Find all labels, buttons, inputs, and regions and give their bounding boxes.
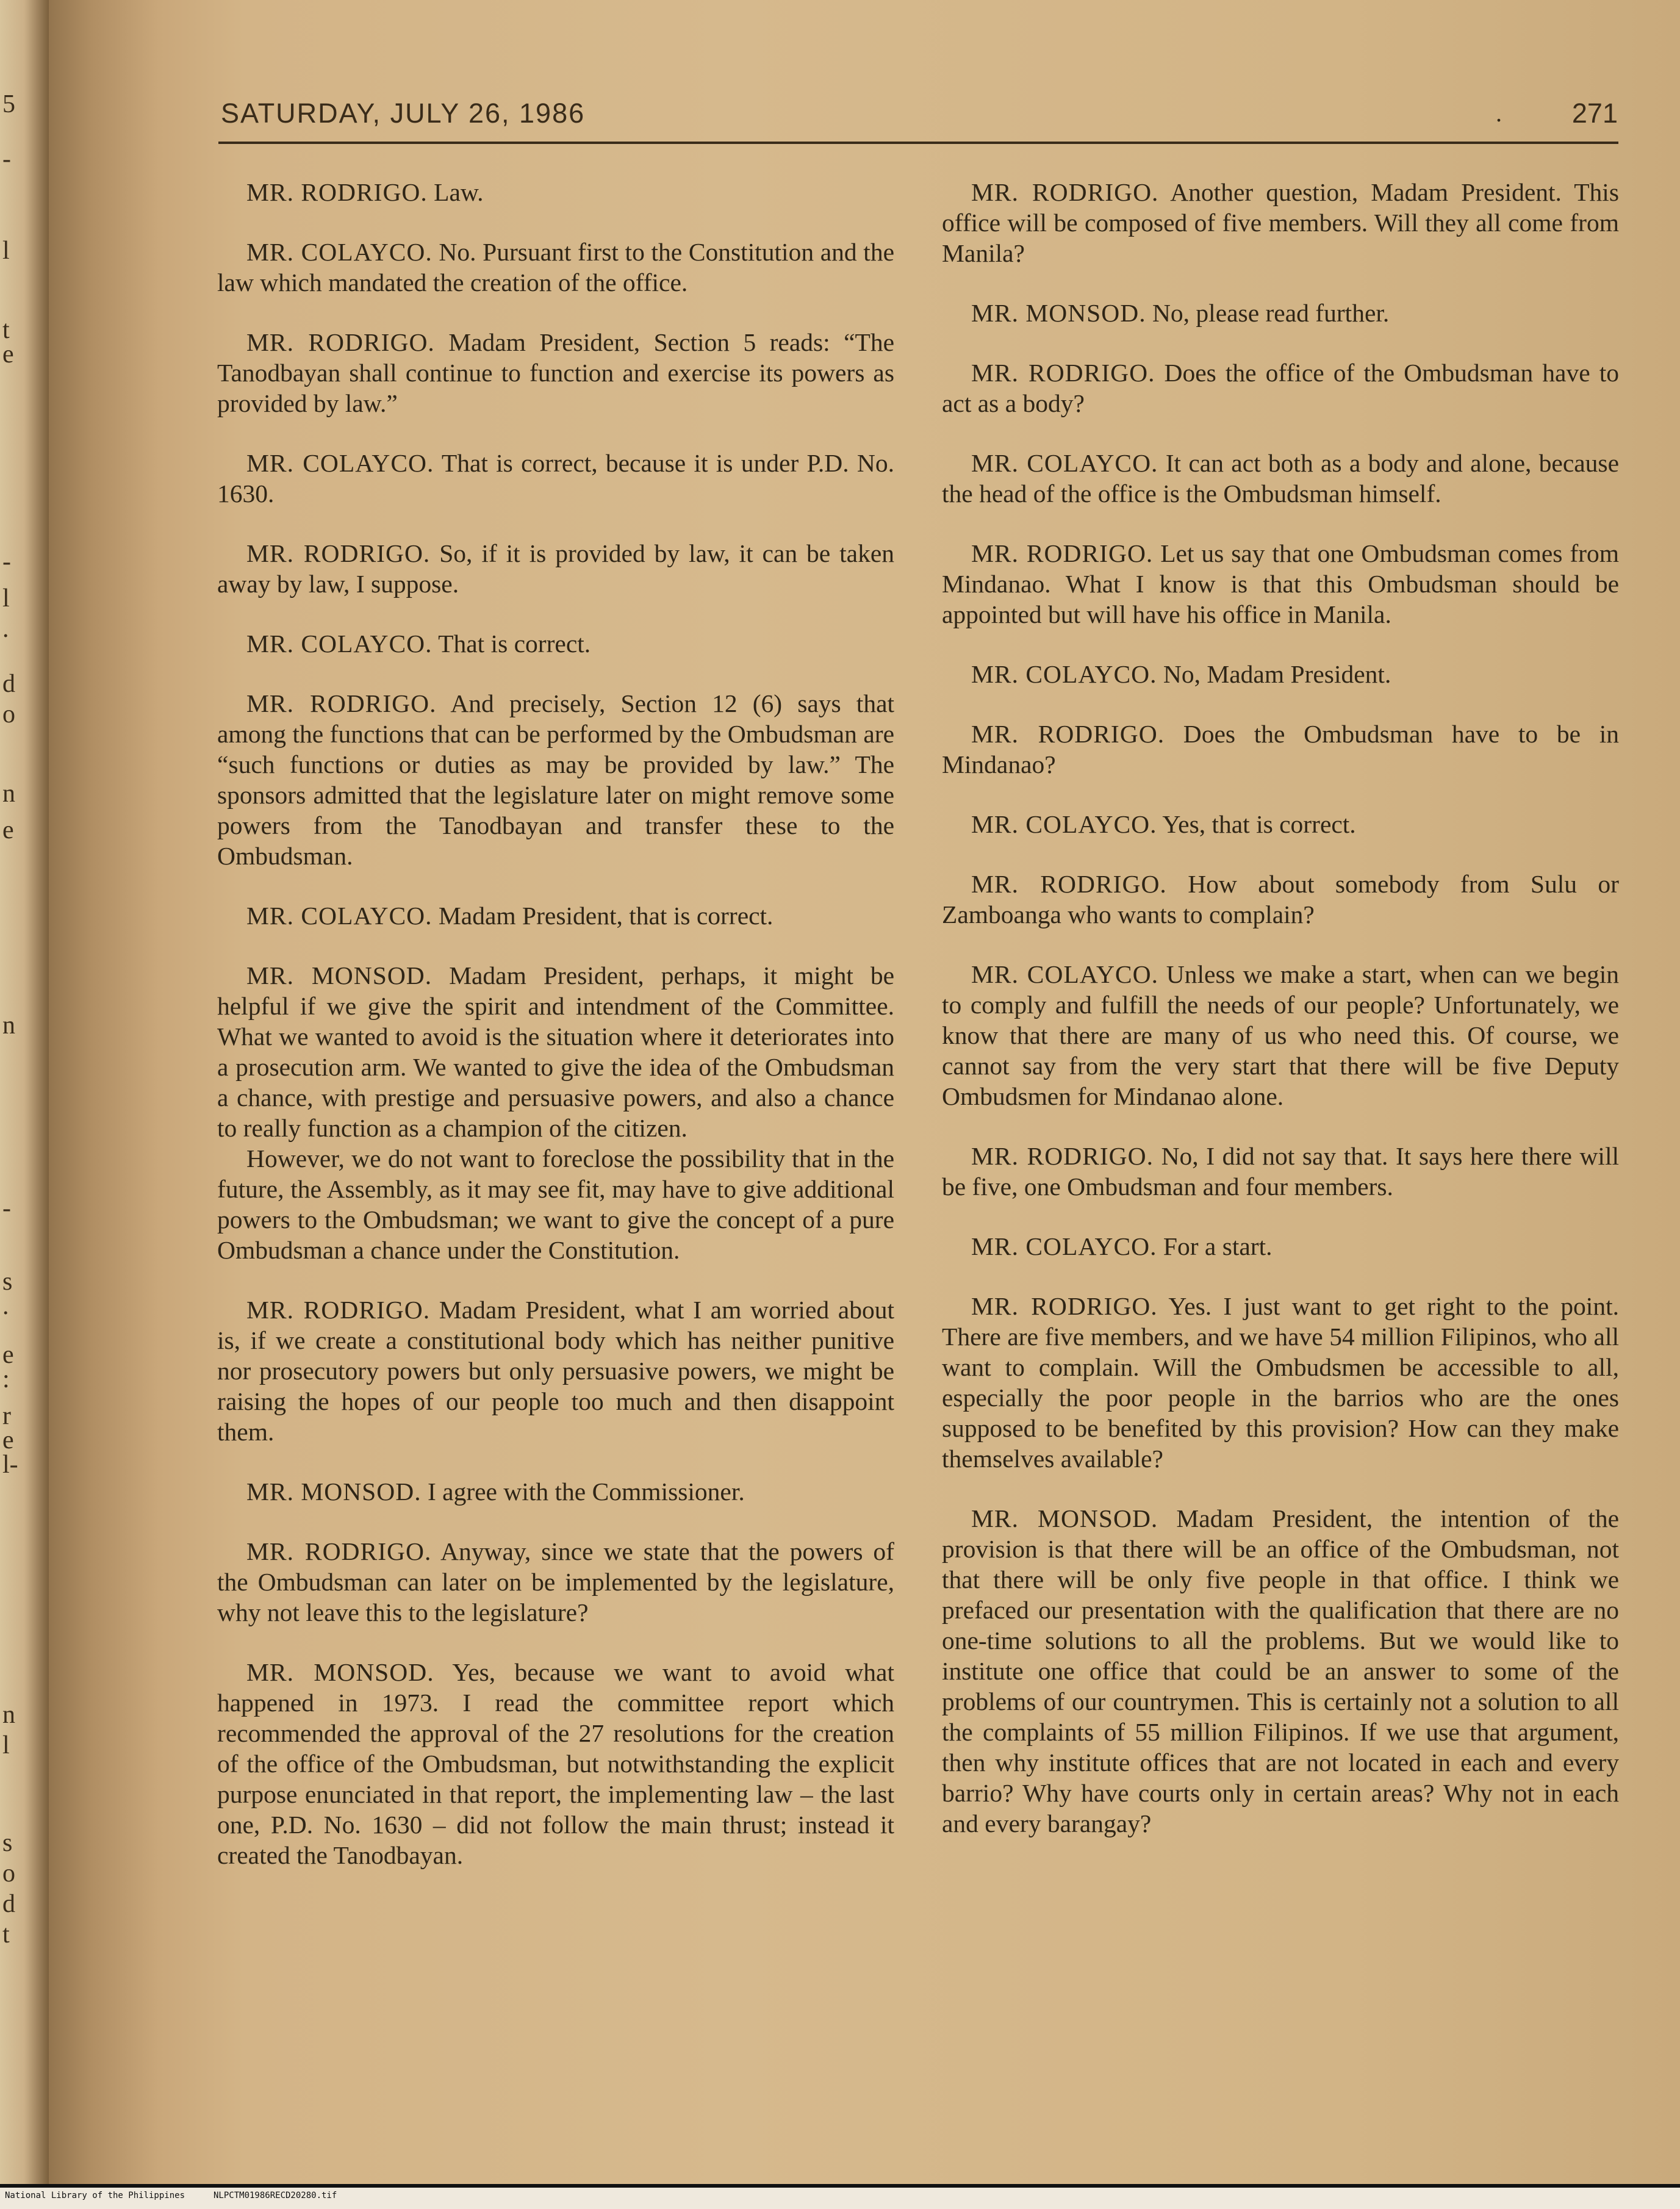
speaker-name: MR. RODRIGO. xyxy=(971,870,1167,898)
speaker-name: MR. RODRIGO. xyxy=(971,1142,1154,1170)
paragraph xyxy=(217,688,894,871)
margin-fragment: : xyxy=(2,1365,10,1393)
paragraph xyxy=(217,327,894,418)
speaker-name: MR. RODRIGO. xyxy=(971,359,1155,387)
margin-fragment: - xyxy=(2,548,11,576)
speech-text: And precisely, Section 12 (6) says that among the functions that can be performed by the Ombudsman are “such functions or duties as may be provided by law.” The sponsors admitted that the legislature later on might remove some powers from the Tanodbayan and transfer these to the Ombudsman. xyxy=(217,689,895,870)
margin-fragment: l- xyxy=(2,1451,18,1479)
paragraph xyxy=(942,177,1619,268)
speech-text: No, please read further. xyxy=(1146,299,1390,327)
speech-text: Unless we make a start, when can we begin to comply and fulfill the needs of our people? Unfortunately, we know that there are many of us who need this. Of course, we cannot say from the very start that there will be five Deputy Ombudsmen for Mindanao alone. xyxy=(942,960,1619,1110)
speech-text: Madam President, Section 5 reads: “The Tanodbayan shall continue to function and exercise its powers as provided by law.” xyxy=(217,328,895,417)
speaker-name: MR. MONSOD. xyxy=(971,299,1146,327)
speaker-name: MR. RODRIGO. xyxy=(246,1537,432,1565)
speech-text: Madam President, perhaps, it might be helpful if we give the spirit and intendment of the Committee. What we wanted to avoid is the situation where it deteriorates into a prosecution arm. We wanted to give the idea of the Ombudsman a chance, with prestige and persuasive powers, and also a chance to really function as a champion of the citizen. xyxy=(217,961,894,1142)
speaker-name: MR. COLAYCO. xyxy=(971,660,1157,688)
speech-text: No, Madam President. xyxy=(1157,660,1391,688)
speaker-name: MR. COLAYCO. xyxy=(971,1232,1157,1260)
margin-fragment: e xyxy=(2,1341,14,1369)
margin-fragment: r xyxy=(2,1402,11,1430)
paragraph xyxy=(942,719,1619,780)
speech-text: Let us say that one Ombudsman comes from Mindanao. What I know is that this Ombudsman should be appointed but will have his office in Manila. xyxy=(942,539,1619,628)
paragraph xyxy=(942,538,1619,630)
speaker-name: MR. RODRIGO. xyxy=(971,1292,1158,1320)
header-dot: . xyxy=(1496,99,1502,127)
speaker-name: MR. COLAYCO. xyxy=(971,810,1157,838)
paragraph xyxy=(942,659,1619,689)
speech-text: It can act both as a body and alone, because the head of the office is the Ombudsman himself. xyxy=(942,449,1619,508)
speech-text: How about somebody from Sulu or Zamboanga who wants to complain? xyxy=(942,870,1620,928)
speaker-name: MR. COLAYCO. xyxy=(246,238,433,266)
speech-text: No, I did not say that. It says here there will be five, one Ombudsman and four members. xyxy=(942,1142,1620,1201)
speaker-name: MR. RODRIGO. xyxy=(246,178,428,206)
paragraph xyxy=(217,237,894,298)
speech-text: That is correct, because it is under P.D. No. 1630. xyxy=(217,449,894,508)
margin-fragment: s xyxy=(2,1268,13,1296)
paragraph xyxy=(217,1657,894,1870)
speech-text: So, if it is provided by law, it can be taken away by law, I suppose. xyxy=(217,539,894,598)
speech-text: For a start. xyxy=(1157,1232,1273,1260)
speaker-name: MR. RODRIGO. xyxy=(971,720,1165,748)
paragraph xyxy=(942,869,1619,930)
speech-text: Madam President, the intention of the provision is that there will be an office of the Ombudsman, not that there will be only five people in that office. I think we prefaced our presentation with the qualification that there are no one-time solutions to all the problems. But we would like to institute one office that could be an answer to some of the problems of our countrymen. This is certainly not a solution to all the complaints of 55 million Filipinos. If we use that argument, then why institute offices that are not located in each and every barrio? Why have courts only in certain areas? Why not in each and every barangay? xyxy=(942,1504,1619,1837)
page-header xyxy=(221,92,1618,146)
left-column xyxy=(217,177,894,1900)
speech-text: Does the office of the Ombudsman have to act as a body? xyxy=(942,359,1619,417)
paragraph xyxy=(942,1141,1619,1202)
paragraph xyxy=(217,1536,894,1628)
speaker-name: MR. COLAYCO. xyxy=(971,449,1158,477)
margin-fragment: o xyxy=(2,1859,15,1888)
paragraph xyxy=(217,177,894,207)
paragraph xyxy=(942,959,1619,1112)
paragraph xyxy=(942,1291,1619,1474)
speech-text: Law. xyxy=(427,178,484,206)
margin-fragment: e xyxy=(2,1426,14,1454)
speaker-name: MR. MONSOD. xyxy=(246,1658,434,1686)
speech-text: Yes. I just want to get right to the point. There are five members, and we have 54 million Filipinos, who all want to complain. Will the Ombudsmen be accessible to all, especially the poor people in the barrios who are the ones supposed to be benefited by this provision? How can they make themselves available? xyxy=(942,1292,1619,1473)
speaker-name: MR. RODRIGO. xyxy=(246,1296,431,1324)
header-rule xyxy=(218,142,1618,144)
margin-fragment: . xyxy=(2,1292,9,1320)
margin-fragment: d xyxy=(2,670,15,698)
margin-fragment: l xyxy=(2,584,10,612)
speech-text: However, we do not want to foreclose the possibility that in the future, the Assembly, as it may see fit, may have to give additional powers to the Ombudsman; we want to give the concept of a pure Ombudsman a chance under the Constitution. xyxy=(217,1144,894,1264)
speaker-name: MR. COLAYCO. xyxy=(246,902,433,930)
paragraph xyxy=(942,1503,1619,1839)
speech-text: I agree with the Commissioner. xyxy=(421,1478,745,1506)
speech-text: Madam President, that is correct. xyxy=(432,902,774,930)
speaker-name: MR. RODRIGO. xyxy=(246,539,431,567)
scan-filename: NLPCTM01986RECD20280.tif xyxy=(214,2191,337,2200)
paragraph xyxy=(942,448,1619,509)
speaker-name: MR. RODRIGO. xyxy=(246,689,437,717)
margin-fragment: - xyxy=(2,1194,11,1223)
speaker-name: MR. COLAYCO. xyxy=(246,449,434,477)
margin-fragment: e xyxy=(2,816,14,844)
paragraph xyxy=(217,538,894,599)
margin-fragment: . xyxy=(2,615,9,643)
page-number: 271 xyxy=(1571,98,1618,129)
margin-fragment: t xyxy=(2,1920,10,1949)
speech-text: Madam President, what I am worried about is, if we create a constitutional body which has neither punitive nor prosecutory powers but only persuasive powers, we might be raising the hopes of our people too much and then disappoint them. xyxy=(217,1296,895,1446)
header-date: SATURDAY, JULY 26, 1986 xyxy=(221,98,586,129)
paragraph xyxy=(942,298,1619,328)
paragraph xyxy=(217,960,894,1143)
margin-fragment: l xyxy=(2,237,10,265)
speech-text: Yes, because we want to avoid what happened in 1973. I read the committee report which recommended the approval of the 27 resolutions for the creation of the office of the Ombudsman, but notwithstanding the explicit purpose enunciated in that report, the implementing law – the last one, P.D. No. 1630 – did not follow the main thrust; instead it created the Tanodbayan. xyxy=(217,1658,894,1869)
paragraph xyxy=(217,628,894,659)
speech-text: Yes, that is correct. xyxy=(1157,810,1356,838)
paragraph xyxy=(217,900,894,931)
speaker-name: MR. RODRIGO. xyxy=(246,328,435,356)
margin-fragment: t xyxy=(2,316,10,344)
margin-fragment: e xyxy=(2,340,14,368)
scan-credit: National Library of the Philippines xyxy=(5,2191,185,2200)
speech-text: That is correct. xyxy=(432,630,591,658)
speech-text: Does the Ombudsman have to be in Mindanao? xyxy=(942,720,1619,778)
margin-fragment: - xyxy=(2,145,11,173)
margin-fragment: n xyxy=(2,1701,15,1729)
margin-fragment: n xyxy=(2,1011,15,1040)
speaker-name: MR. COLAYCO. xyxy=(246,630,433,658)
speaker-name: MR. MONSOD. xyxy=(971,1504,1158,1532)
margin-fragment: d xyxy=(2,1890,15,1918)
margin-fragment: o xyxy=(2,700,15,728)
paragraph xyxy=(217,1143,894,1265)
speaker-name: MR. RODRIGO. xyxy=(971,178,1159,206)
paragraph xyxy=(942,357,1619,418)
speaker-name: MR. RODRIGO. xyxy=(971,539,1154,567)
paragraph xyxy=(217,1295,894,1447)
paragraph xyxy=(942,1231,1619,1262)
facing-page-margin xyxy=(0,0,49,2184)
speaker-name: MR. COLAYCO. xyxy=(971,960,1158,988)
margin-fragment: l xyxy=(2,1731,10,1759)
margin-fragment: n xyxy=(2,780,15,808)
speech-text: Another question, Madam President. This office will be composed of five members. Will they all come from Manila? xyxy=(942,178,1619,267)
speech-text: No. Pursuant first to the Constitution and the law which mandated the creation of the office. xyxy=(217,238,894,296)
margin-fragment: 5 xyxy=(2,90,15,118)
paragraph xyxy=(217,448,894,509)
margin-fragment: s xyxy=(2,1829,13,1857)
right-column xyxy=(942,177,1619,1868)
speech-text: Anyway, since we state that the powers of the Ombudsman can later on be implemented by the legislature, why not leave this to the legislature? xyxy=(217,1537,894,1626)
speaker-name: MR. MONSOD. xyxy=(246,1478,422,1506)
speaker-name: MR. MONSOD. xyxy=(246,961,433,990)
paragraph xyxy=(942,809,1619,839)
paragraph xyxy=(217,1476,894,1507)
